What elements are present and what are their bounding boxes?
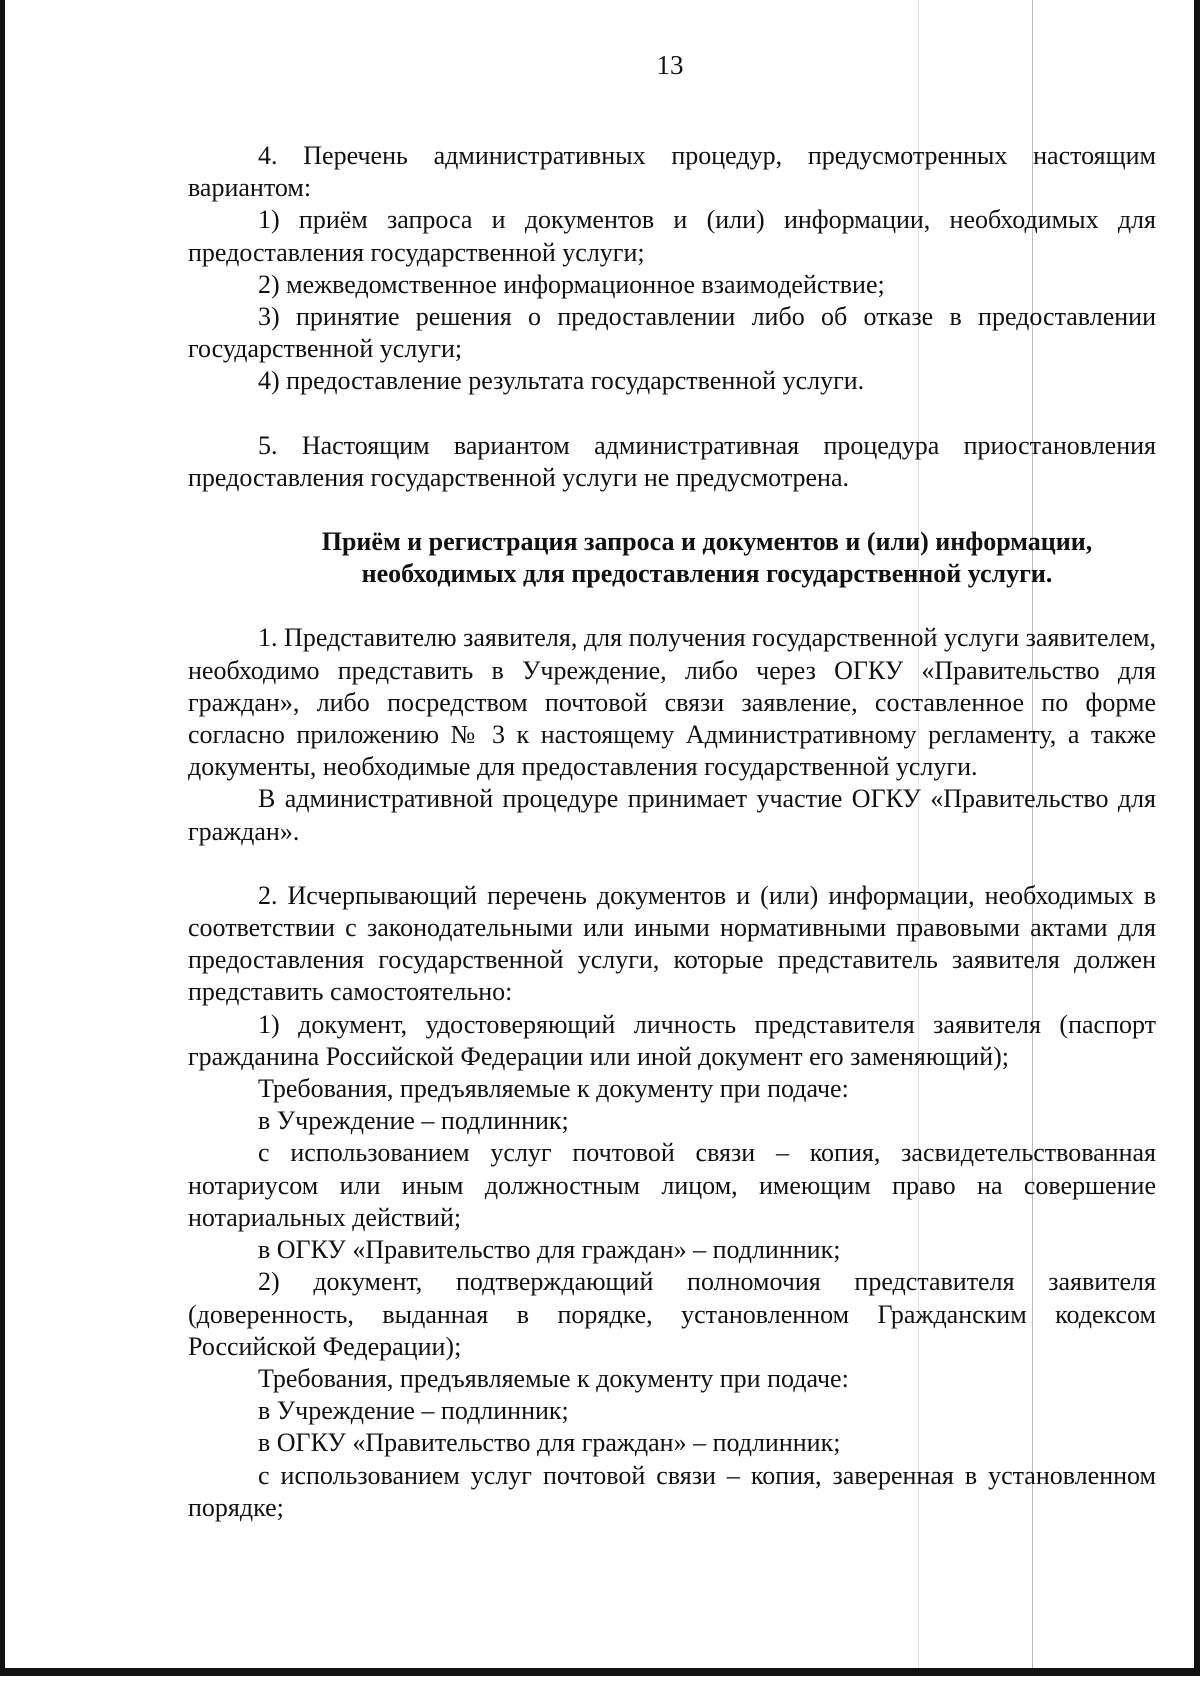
spacer bbox=[188, 494, 1156, 526]
spacer bbox=[188, 848, 1156, 880]
paragraph: 4. Перечень административных процедур, предусмотренных настоящим вариантом: bbox=[188, 141, 1156, 203]
scan-border-right bbox=[1194, 0, 1200, 1670]
paragraph: Требования, предъявляемые к документу при подаче: bbox=[258, 1363, 849, 1393]
spacer bbox=[188, 398, 1156, 430]
scan-border-bottom bbox=[0, 1668, 1200, 1676]
list-item: с использованием услуг почтовой связи – копия, засвидетельствованная нотариусом или иным должностным лицом, имеющим право на совершение нотариальных действий; bbox=[188, 1138, 1156, 1232]
page-number: 13 bbox=[656, 50, 684, 80]
list-item: 1) приём запроса и документов и (или) информации, необходимых для предоставления государственной услуги; bbox=[188, 205, 1156, 267]
list-item: в Учреждение – подлинник; bbox=[258, 1396, 569, 1426]
list-item: в ОГКУ «Правительство для граждан» – подлинник; bbox=[258, 1235, 841, 1265]
list-item: 1) документ, удостоверяющий личность представителя заявителя (паспорт гражданина Российской Федерации или иной документ его заменяющий); bbox=[188, 1009, 1156, 1071]
paragraph: Требования, предъявляемые к документу при подаче: bbox=[258, 1074, 849, 1104]
paragraph: 2. Исчерпывающий перечень документов и (или) информации, необходимых в соответствии с законодательными или иными нормативными правовыми актами для предоставления государственной услуги, которые представитель заявителя должен представить самостоятельно: bbox=[188, 880, 1156, 1007]
spacer bbox=[188, 590, 1156, 622]
list-item: с использованием услуг почтовой связи – копия, заверенная в установленном порядке; bbox=[188, 1460, 1156, 1522]
list-item: 3) принятие решения о предоставлении либо об отказе в предоставлении государственной услуги; bbox=[188, 302, 1156, 364]
list-item: 2) документ, подтверждающий полномочия представителя заявителя (доверенность, выданная в порядке, установленном Гражданским кодексом Российской Федерации); bbox=[188, 1267, 1156, 1361]
paragraph: 5. Настоящим вариантом административная процедура приостановления предоставления государственной услуги не предусмотрена. bbox=[188, 430, 1156, 492]
list-item: 4) предоставление результата государственной услуги. bbox=[258, 366, 865, 396]
list-item: 2) межведомственное информационное взаимодействие; bbox=[258, 269, 885, 299]
list-item: в ОГКУ «Правительство для граждан» – подлинник; bbox=[258, 1428, 841, 1458]
paragraph: В административной процедуре принимает участие ОГКУ «Правительство для граждан». bbox=[188, 784, 1156, 846]
list-item: в Учреждение – подлинник; bbox=[258, 1106, 569, 1136]
scan-border-left bbox=[0, 0, 5, 1670]
section-heading-line: необходимых для предоставления государственной услуги. bbox=[361, 559, 1053, 589]
section-heading-line: Приём и регистрация запроса и документов и (или) информации, bbox=[321, 527, 1093, 557]
document-body bbox=[188, 140, 1156, 1524]
paragraph: 1. Представителю заявителя, для получения государственной услуги заявителем, необходимо представить в Учреждение, либо через ОГКУ «Правительство для граждан», либо посредством почтовой связи заявление, составленное по форме согласно приложению № 3 к настоящему Административному регламенту, а также документы, необходимые для предоставления государственной услуги. bbox=[188, 623, 1156, 782]
